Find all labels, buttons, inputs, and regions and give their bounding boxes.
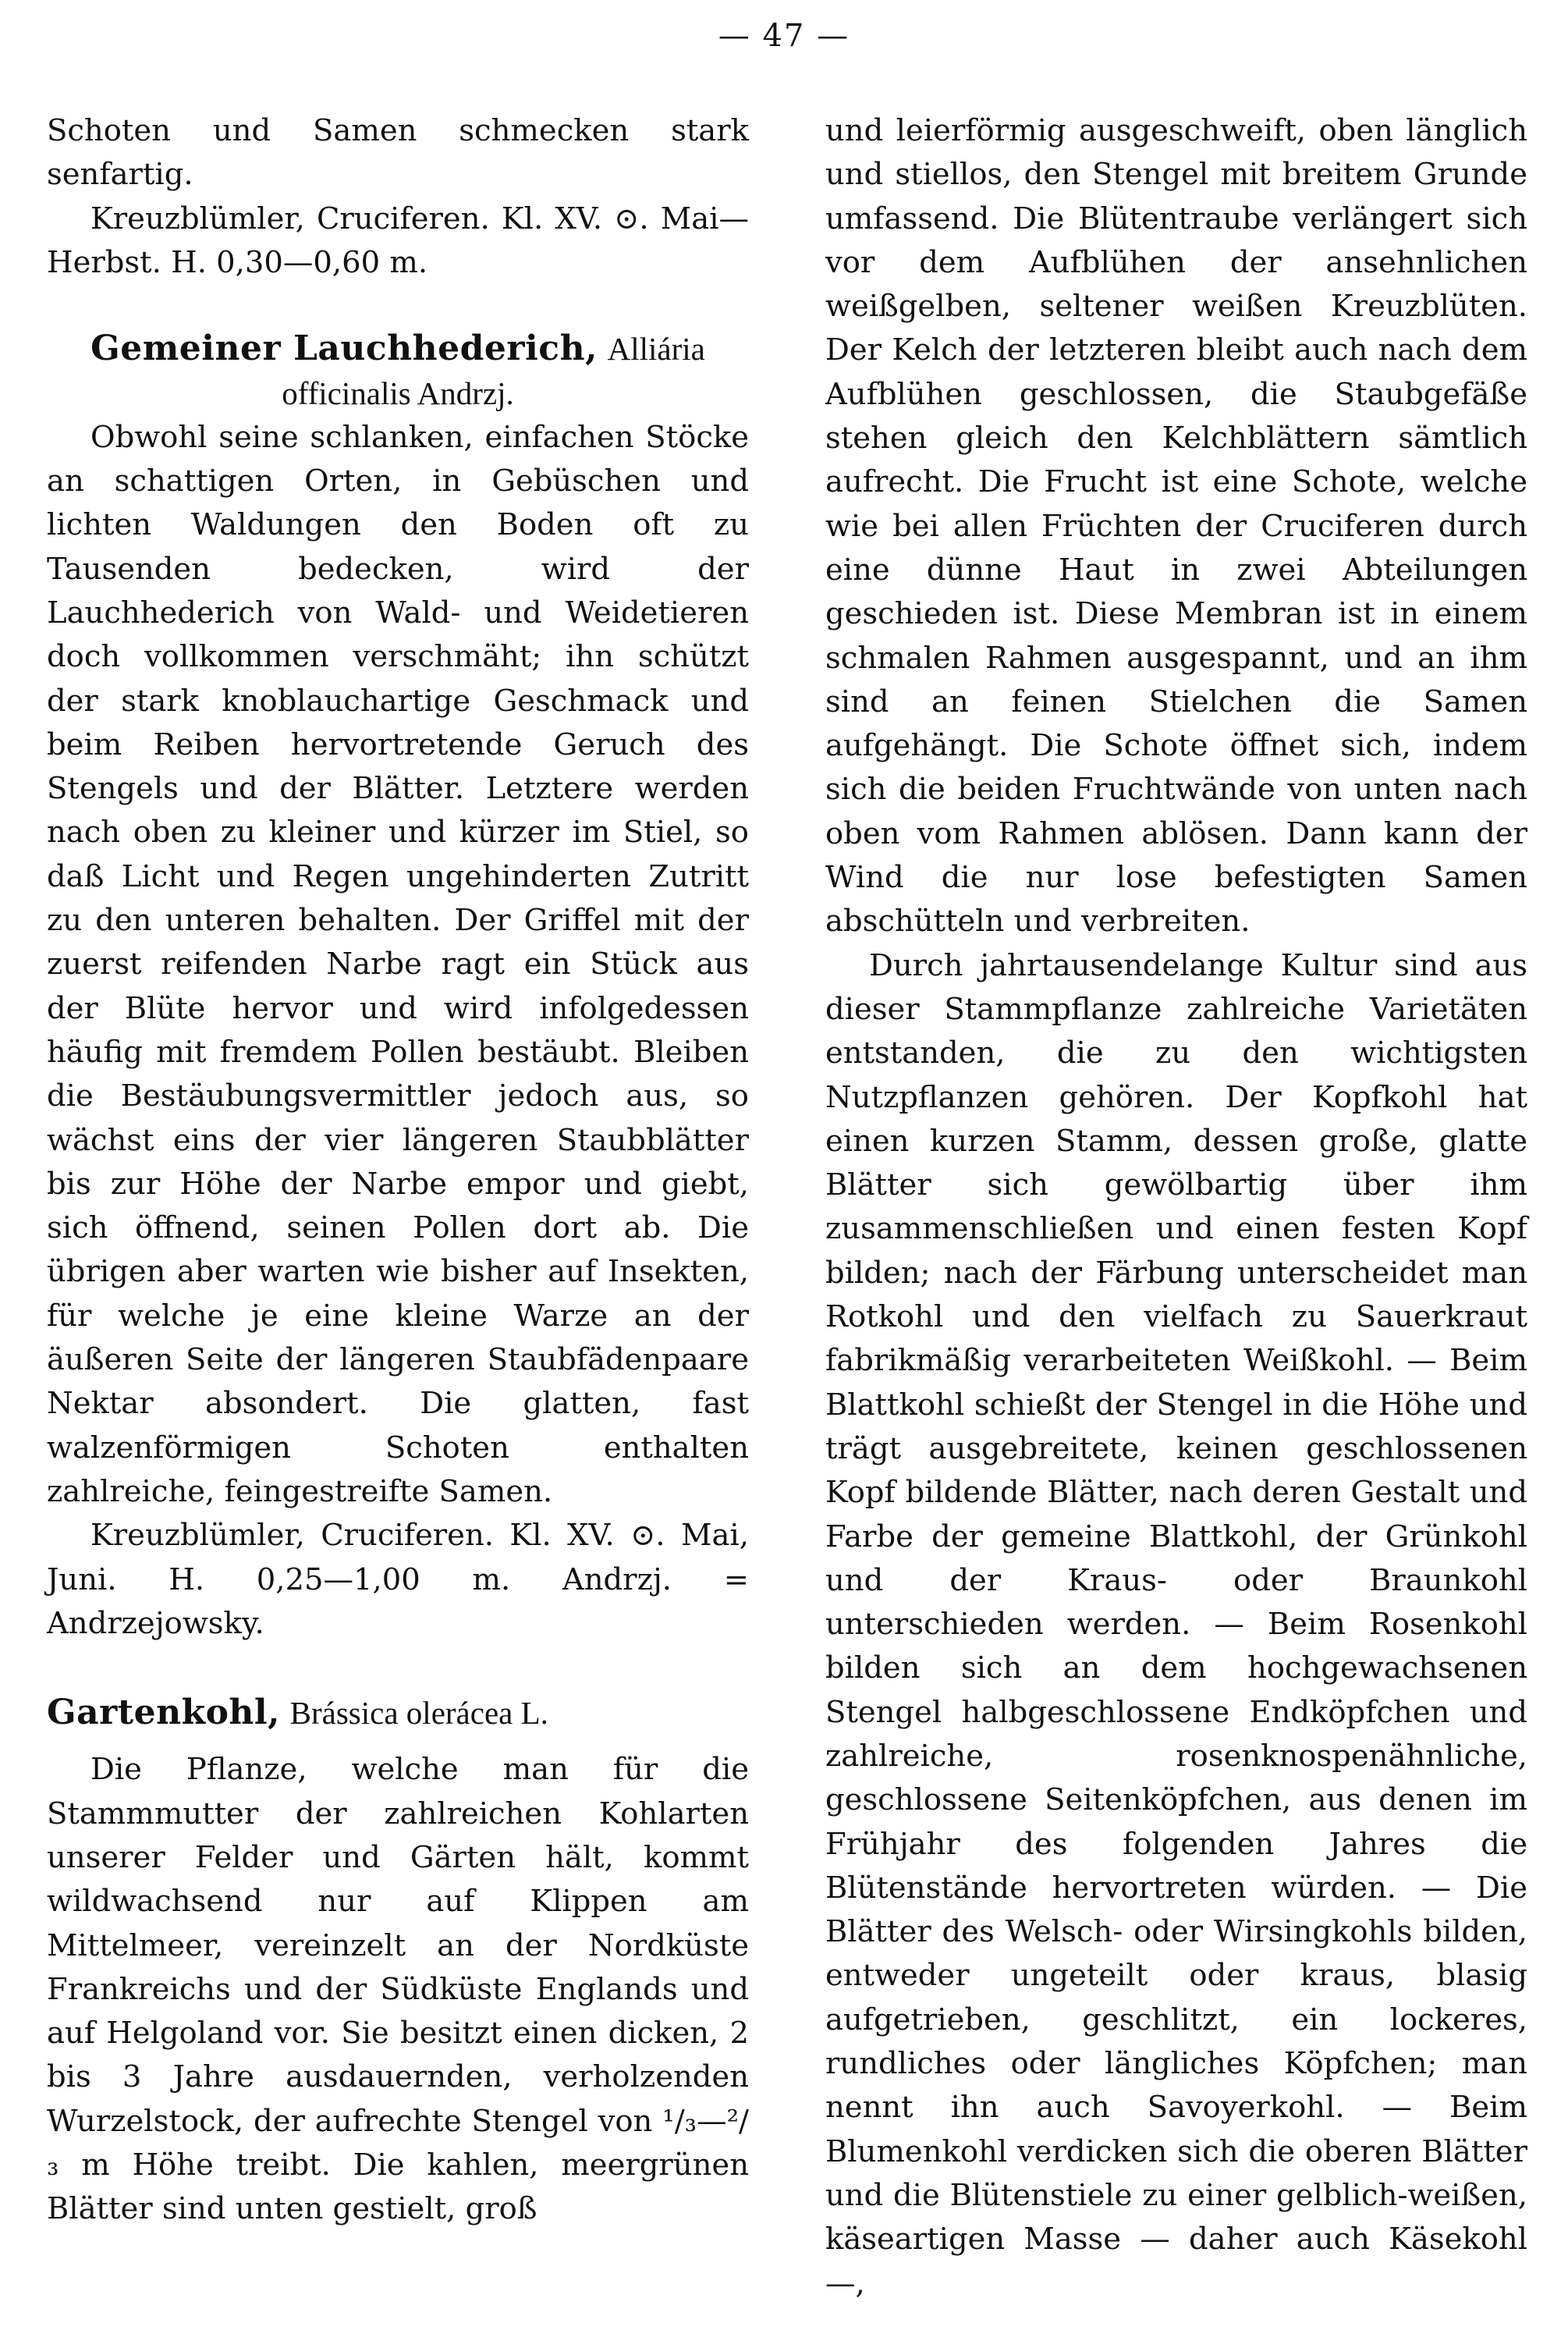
latin-species-name: Alliária bbox=[607, 331, 705, 368]
left-column bbox=[47, 109, 749, 2232]
german-species-name: Gemeiner Lauchhederich, bbox=[90, 329, 598, 369]
latin-species-name: Brássica olerácea L. bbox=[289, 1695, 548, 1732]
section-heading-gartenkohl bbox=[47, 1691, 749, 1735]
varieties-paragraph: Durch jahrtausendelange Kultur sind aus dieser Stammpflanze zahlreiche Varietäten entstanden, die zu den wichtigsten Nutzpflanzen gehören. Der Kopfkohl hat einen kurzen Stamm, dessen große, glatte Blätter sich gewölbartig über ihm zusammenschließen und einen festen Kopf bilden; nach der Färbung unterscheidet man Rotkohl und den vielfach zu Sauerkraut fabrikmäßig verarbeiteten Weißkohl. — Beim Blattkohl schießt der Stengel in die Höhe und trägt ausgebreitete, keinen geschlossenen Kopf bildende Blätter, nach deren Gestalt und Farbe der gemeine Blattkohl, der Grünkohl und der Kraus- oder Braunkohl unterschieden werden. — Beim Rosenkohl bilden sich an dem hochgewachsenen Stengel halbgeschlossene Endköpfchen und zahlreiche, rosenknospenähnliche, geschlossene Seitenköpfchen, aus denen im Frühjahr des folgenden Jahres die Blütenstände hervortreten würden. — Die Blätter des Welsch- oder Wirsingkohls bilden, entweder ungeteilt oder kraus, blasig aufgetrieben, geschlitzt, ein lockeres, rundliches oder längliches Köpfchen; man nennt ihn auch Savoyerkohl. — Beim Blumenkohl verdicken sich die oberen Blätter und die Blütenstiele zu einer gelblich-weißen, käseartigen Masse — daher auch Käsekohl —, bbox=[825, 947, 1527, 2301]
german-species-name: Gartenkohl, bbox=[47, 1693, 280, 1733]
intro-classification: Kreuzblümler, Cruciferen. Kl. XV. ⊙. Mai—Herbst. H. 0,30—0,60 m. bbox=[47, 201, 749, 280]
continued-paragraph: und leierförmig ausgeschweift, oben länglich und stiellos, den Stengel mit breitem Grunde umfassend. Die Blütentraube verlängert sich vor dem Aufblühen der ansehnlichen weißgelben, seltener weißen Kreuzblüten. Der Kelch der letzteren bleibt auch nach dem Aufblühen geschlossen, die Staubgefäße stehen gleich den Kelchblättern sämtlich aufrecht. Die Frucht ist eine Schote, welche wie bei allen Früchten der Cruciferen durch eine dünne Haut in zwei Abteilungen geschieden ist. Diese Membran ist in einem schmalen Rahmen ausgespannt, und an ihm sind an feinen Stielchen die Samen aufgehängt. Die Schote öffnet sich, indem sich die beiden Fruchtwände von unten nach oben vom Rahmen ablösen. Dann kann der Wind die nur lose befestigten Samen abschütteln und verbreiten. bbox=[825, 113, 1527, 940]
section-body-lauchhederich: Obwohl seine schlanken, einfachen Stöcke an schattigen Orten, in Gebüschen und lichten Waldungen den Boden oft zu Tausenden bedecken, wird der Lauchhederich von Wald- und Weidetieren doch vollkommen verschmäht; ihn schützt der stark knoblauchartige Geschmack und beim Reiben hervortretende Geruch des Stengels und der Blätter. Letztere werden nach oben zu kleiner und kürzer im Stiel, so daß Licht und Regen ungehinderten Zutritt zu den unteren behalten. Der Griffel mit der zuerst reifenden Narbe ragt ein Stück aus der Blüte hervor und wird infolgedessen häufig mit fremdem Pollen bestäubt. Bleiben die Bestäubungsvermittler jedoch aus, so wächst eins der vier längeren Staubblätter bis zur Höhe der Narbe empor und giebt, sich öffnend, seinen Pollen dort ab. Die übrigen aber warten wie bisher auf Insekten, für welche je eine kleine Warze an der äußeren Seite der längeren Staubfädenpaare Nektar absondert. Die glatten, fast walzenförmigen Schoten enthalten zahlreiche, feingestreifte Samen. bbox=[47, 419, 749, 1509]
section-classification-lauchhederich: Kreuzblümler, Cruciferen. Kl. XV. ⊙. Mai, Juni. H. 0,25—1,00 m. Andrzj. = Andrzejowsky. bbox=[47, 1518, 749, 1641]
right-column bbox=[825, 109, 1527, 2306]
section-heading-lauchhederich bbox=[47, 327, 749, 416]
section-body-gartenkohl: Die Pflanze, welche man für die Stammmutter der zahlreichen Kohlarten unserer Felder und Gärten hält, kommt wildwachsend nur auf Klippen am Mittelmeer, vereinzelt an der Nordküste Frankreichs und der Südküste Englands und auf Helgoland vor. Sie besitzt einen dicken, 2 bis 3 Jahre ausdauernden, verholzenden Wurzelstock, der aufrechte Stengel von ¹/₃—²/₃ m Höhe treibt. Die kahlen, meergrünen Blätter sind unten gestielt, groß bbox=[47, 1752, 749, 2227]
latin-species-name-continued: officinalis Andrzj. bbox=[282, 375, 514, 412]
page-number: — 47 — bbox=[718, 18, 850, 54]
intro-text: Schoten und Samen schmecken stark senfartig. bbox=[47, 113, 749, 193]
